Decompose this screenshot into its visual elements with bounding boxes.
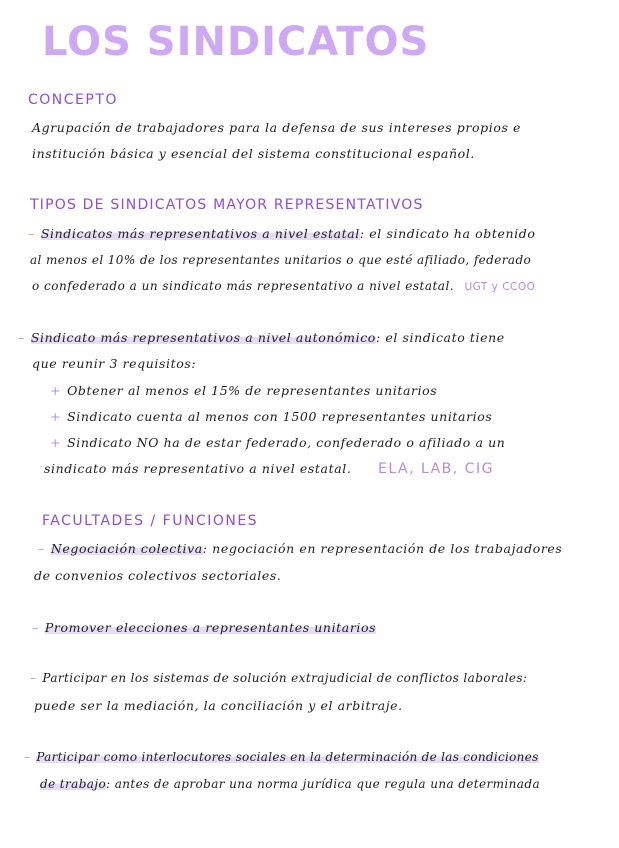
autonomico-line-1 [18, 330, 505, 345]
autonomico-line-2: que reunir 3 requisitos: [32, 356, 197, 371]
autonomico-examples: ELA, LAB, CIG [378, 461, 494, 477]
estatal-rest: : el sindicato ha obtenido [359, 226, 536, 241]
bullet-dash: – [18, 330, 25, 345]
requisito-1-text: Obtener al menos el 15% de representantes unitarios [67, 383, 438, 398]
concepto-line-1: Agrupación de trabajadores para la defensa de sus intereses propios e [32, 120, 522, 135]
facultad-4-rest: : antes de aprobar una norma jurídica que regula una determinada [106, 777, 540, 791]
facultad-1-rest: : negociación en representación de los trabajadores [202, 541, 563, 556]
estatal-line-3 [32, 279, 535, 293]
requisito-2-text: Sindicato cuenta al menos con 1500 representantes unitarios [67, 409, 493, 424]
facultad-4-line-1 [24, 750, 539, 764]
facultad-1-line-1 [38, 541, 562, 556]
requisito-2 [50, 409, 492, 424]
estatal-line-1 [28, 226, 536, 241]
facultad-1-highlight: Negociación colectiva [50, 541, 203, 556]
bullet-dash: – [30, 671, 37, 685]
bullet-dash: – [38, 541, 45, 556]
facultad-4-highlight-2: de trabajo [40, 777, 107, 791]
bullet-dash: – [24, 750, 31, 764]
estatal-examples: UGT y CCOO [464, 281, 536, 293]
heading-facultades: FACULTADES / FUNCIONES [42, 513, 259, 529]
page-title: LOS SINDICATOS [42, 19, 430, 65]
autonomico-line-last [44, 461, 494, 477]
autonomico-last-text: sindicato más representativo a nivel estatal. [44, 461, 352, 476]
heading-concepto: CONCEPTO [28, 92, 118, 108]
autonomico-rest: : el sindicato tiene [375, 330, 505, 345]
plus-icon: + [50, 435, 62, 450]
estatal-line-3-text: o confederado a un sindicato más representativo a nivel estatal. [32, 279, 455, 293]
facultad-3-line-2: puede ser la mediación, la conciliación y el arbitraje. [34, 698, 403, 713]
plus-icon: + [50, 383, 62, 398]
facultad-3-line-1 [30, 671, 527, 685]
facultad-2-highlight: Promover elecciones a representantes unitarios [44, 620, 377, 635]
facultad-3-text: Participar en los sistemas de solución extrajudicial de conflictos laborales: [42, 671, 528, 685]
estatal-highlight: Sindicatos más representativos a nivel estatal [40, 226, 360, 241]
bullet-dash: – [32, 620, 39, 635]
facultad-1-line-2: de convenios colectivos sectoriales. [34, 568, 282, 583]
facultad-4-line-2 [40, 777, 540, 791]
plus-icon: + [50, 409, 62, 424]
facultad-2 [32, 620, 376, 635]
bullet-dash: – [28, 226, 35, 241]
requisito-1 [50, 383, 437, 398]
autonomico-highlight: Sindicato más representativos a nivel autonómico [30, 330, 376, 345]
heading-tipos: TIPOS DE SINDICATOS MAYOR REPRESENTATIVOS [30, 197, 424, 213]
estatal-line-2: al menos el 10% de los representantes unitarios o que esté afiliado, federado [30, 253, 532, 267]
requisito-3-text: Sindicato NO ha de estar federado, confederado o afiliado a un [67, 435, 506, 450]
requisito-3 [50, 435, 505, 450]
concepto-line-2: institución básica y esencial del sistema constitucional español. [32, 146, 475, 161]
facultad-4-highlight: Participar como interlocutores sociales en la determinación de las condiciones [36, 750, 539, 764]
